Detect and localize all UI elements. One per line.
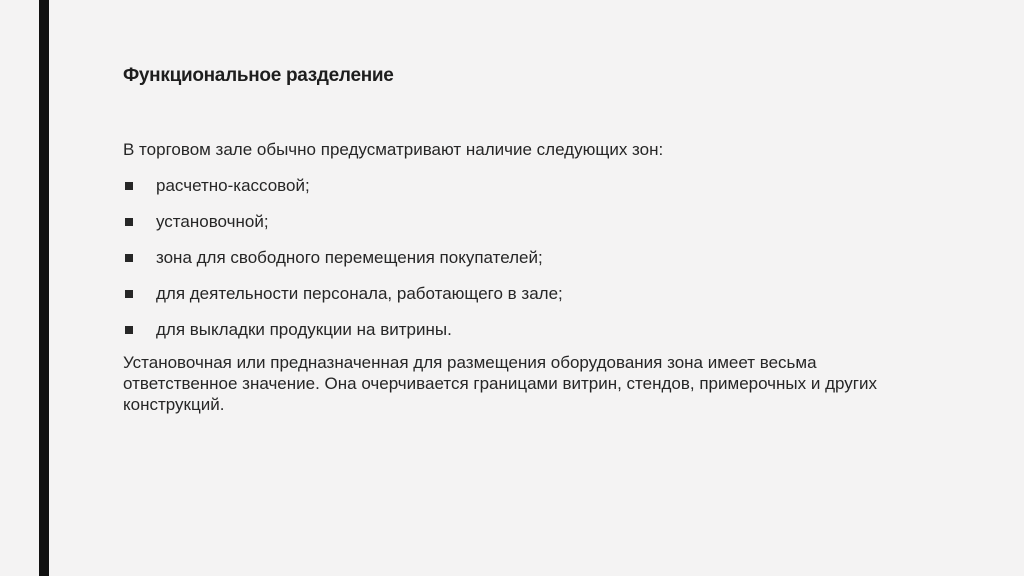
zone-list (123, 175, 923, 340)
list-item (123, 175, 923, 196)
list-item-text: расчетно-кассовой; (156, 176, 310, 195)
square-bullet-icon (125, 218, 133, 226)
list-item-text: для деятельности персонала, работающего в зале; (156, 284, 563, 303)
square-bullet-icon (125, 182, 133, 190)
list-item (123, 319, 923, 340)
intro-text: В торговом зале обычно предусматривают наличие следующих зон: (123, 140, 664, 159)
square-bullet-icon (125, 290, 133, 298)
square-bullet-icon (125, 254, 133, 262)
square-bullet-icon (125, 326, 133, 334)
list-item-text: для выкладки продукции на витрины. (156, 320, 452, 339)
list-item-text: установочной; (156, 212, 269, 231)
slide-title: Функциональное разделение (123, 65, 394, 86)
list-item (123, 283, 923, 304)
list-item (123, 211, 923, 232)
slide-content (123, 139, 923, 415)
list-item-text: зона для свободного перемещения покупателей; (156, 248, 543, 267)
body-paragraph: Установочная или предназначенная для размещения оборудования зона имеет весьма ответственное значение. Она очерчивается границами витрин, стендов, примерочных и других конструкций. (123, 353, 877, 414)
list-item (123, 247, 923, 268)
left-accent-bar (39, 0, 49, 576)
